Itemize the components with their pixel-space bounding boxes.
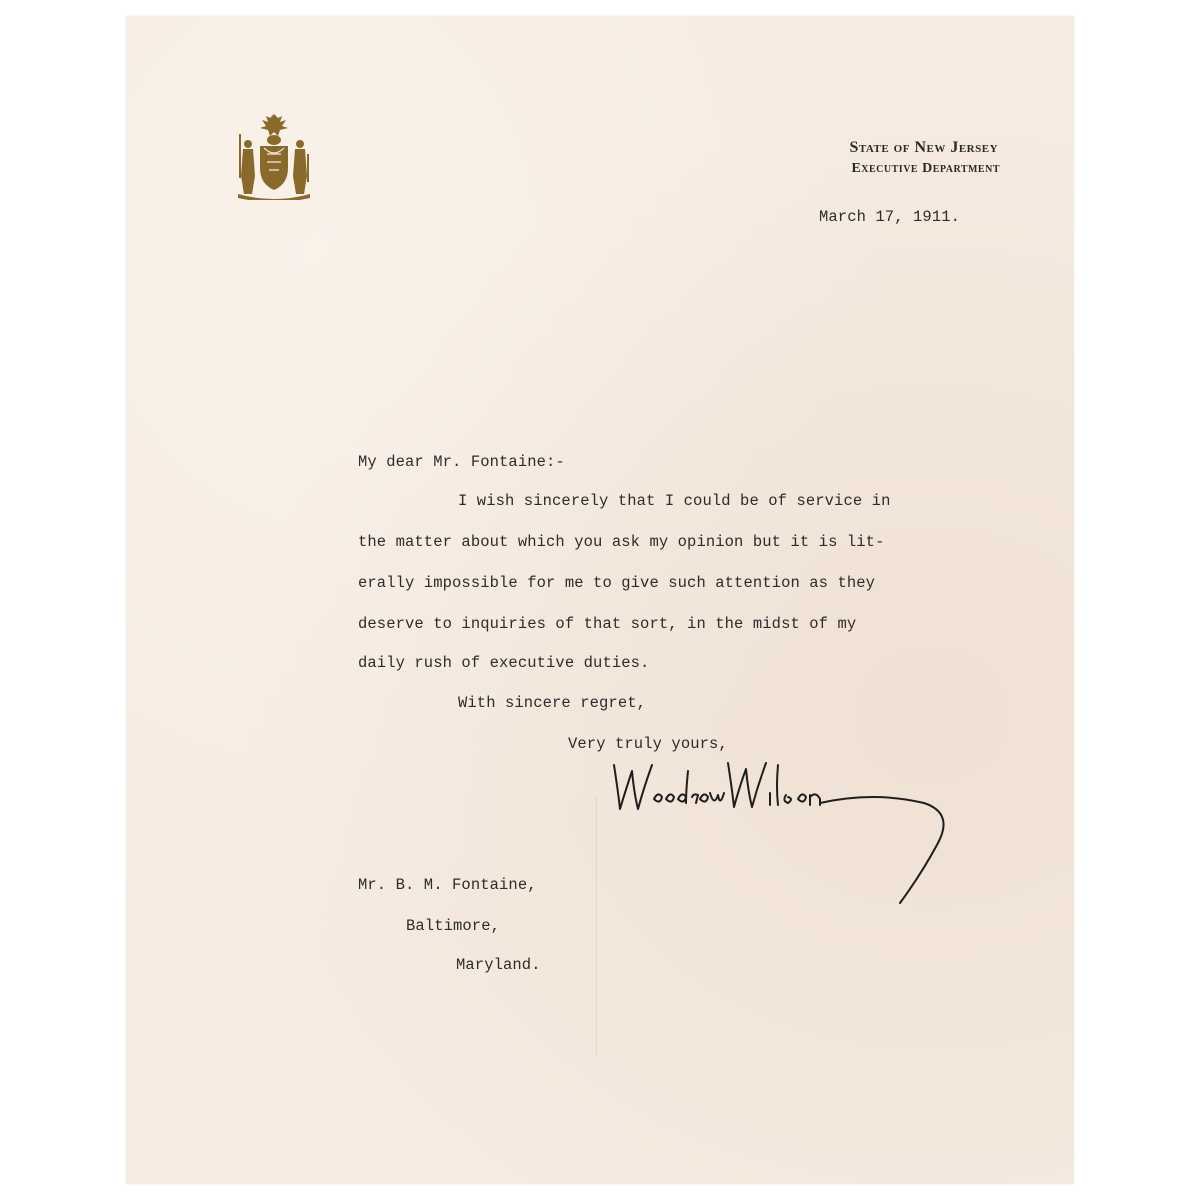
body-line: the matter about which you ask my opinion but it is lit- bbox=[358, 533, 885, 551]
body-line: deserve to inquiries of that sort, in the midst of my bbox=[358, 615, 857, 633]
recipient-state: Maryland. bbox=[456, 956, 541, 974]
letter-date: March 17, 1911. bbox=[819, 208, 961, 226]
body-line: daily rush of executive duties. bbox=[358, 654, 650, 672]
closing-regret: With sincere regret, bbox=[458, 694, 647, 712]
handwritten-signature bbox=[604, 751, 964, 921]
letter-page bbox=[126, 16, 1074, 1184]
letterhead-state: State of New Jersey bbox=[849, 139, 999, 156]
letterhead bbox=[849, 139, 1000, 177]
recipient-name: Mr. B. M. Fontaine, bbox=[358, 876, 537, 894]
new-jersey-seal-icon bbox=[234, 114, 314, 200]
body-line: erally impossible for me to give such attention as they bbox=[358, 574, 876, 592]
letterhead-department: Executive Department bbox=[851, 161, 1000, 176]
recipient-city: Baltimore, bbox=[406, 917, 501, 935]
paper-fold-line bbox=[596, 796, 597, 1056]
closing-valediction: Very truly yours, bbox=[568, 735, 728, 753]
salutation: My dear Mr. Fontaine:- bbox=[358, 453, 565, 471]
body-line: I wish sincerely that I could be of service in bbox=[458, 492, 891, 510]
